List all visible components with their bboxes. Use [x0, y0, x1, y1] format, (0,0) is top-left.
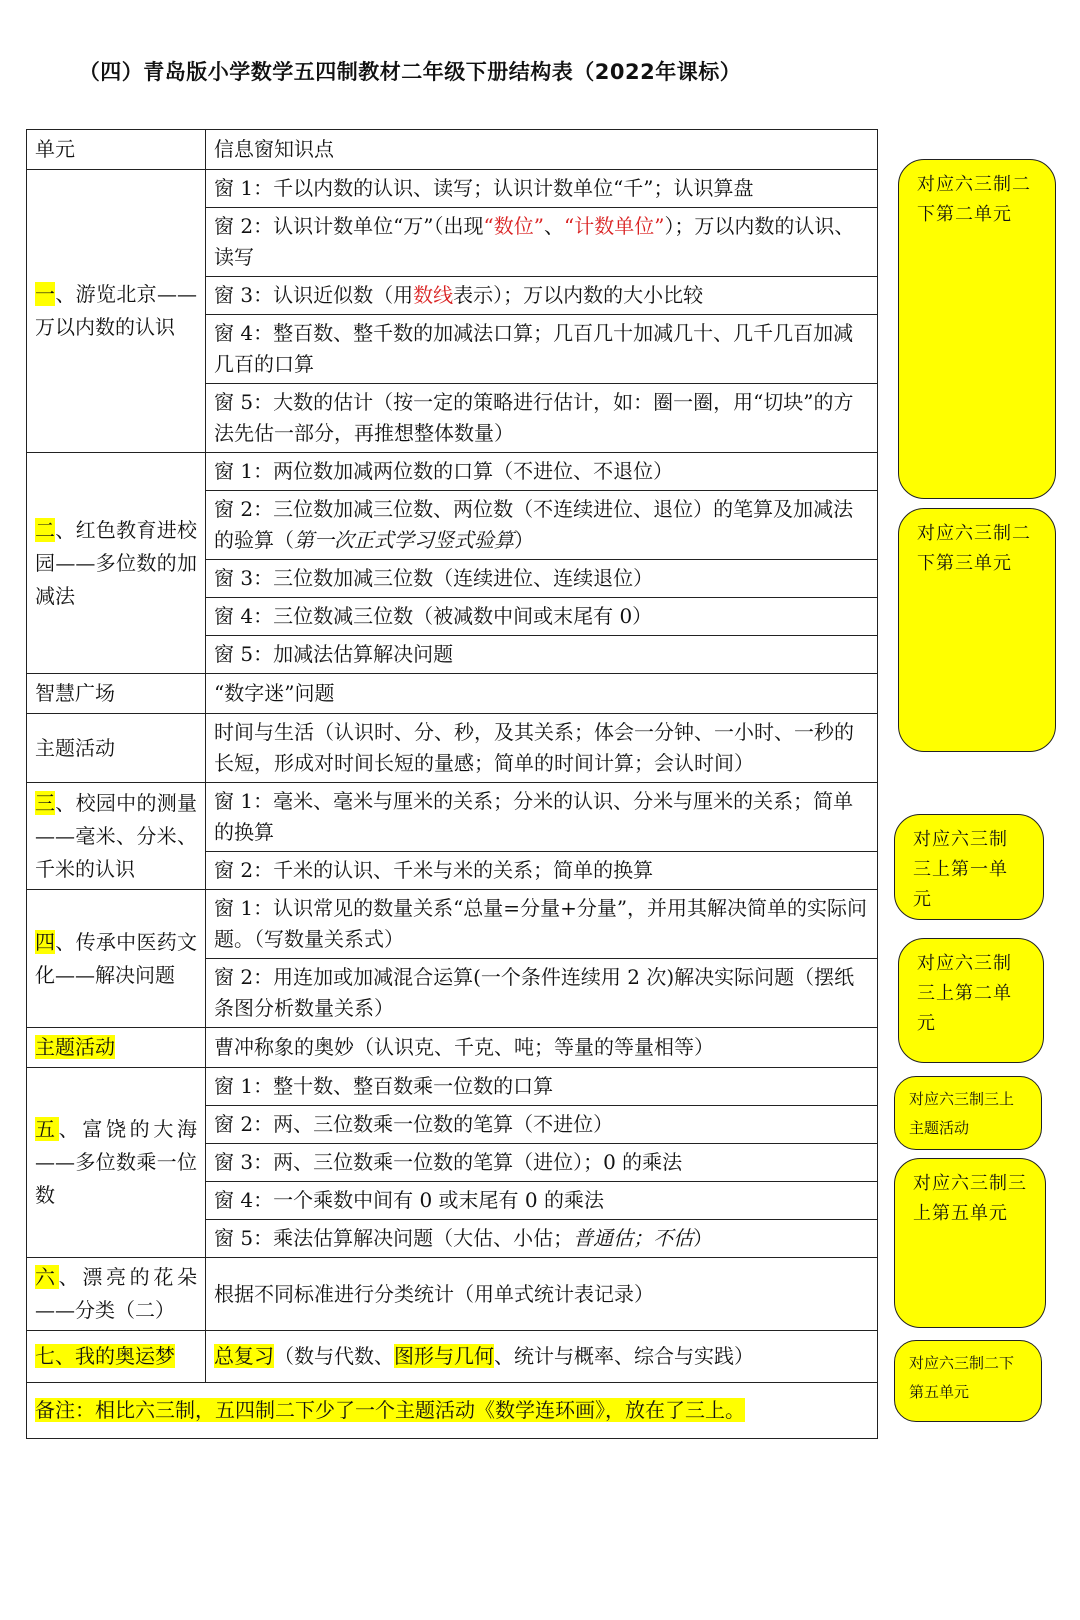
header-unit: 单元 — [27, 130, 206, 170]
table-row — [27, 783, 878, 852]
unit-4-num: 四 — [35, 929, 56, 954]
mapping-box-4: 对应六三制三上第二单元 — [898, 938, 1044, 1063]
unit-4-cell — [27, 890, 206, 1028]
w2-red-counting-unit: “计数单位” — [563, 214, 665, 238]
u2w2-text-c: ） — [514, 528, 534, 552]
unit-3-name: 、校园中的测量——毫米、分米、千米的认识 — [35, 790, 198, 881]
u7-text-4: 、统计与概率、综合与实践） — [494, 1344, 754, 1368]
page-title: （四）青岛版小学数学五四制教材二年级下册结构表（2022年课标） — [78, 60, 742, 84]
unit-6-num: 六 — [35, 1265, 59, 1289]
table-row — [27, 674, 878, 714]
u7-text-2: （数与代数、 — [274, 1344, 394, 1368]
unit-5-num: 五 — [35, 1117, 59, 1141]
unit-4-name: 、传承中医药文化——解决问题 — [35, 929, 198, 987]
unit-2-window-2 — [206, 491, 878, 560]
unit-3-window-2: 窗 2：千米的认识、千米与米的关系；简单的换算 — [206, 852, 878, 890]
unit-6-cell — [27, 1258, 206, 1331]
unit-3-cell — [27, 783, 206, 890]
unit-1-window-2 — [206, 208, 878, 277]
unit-2-window-4: 窗 4：三位数减三位数（被减数中间或末尾有 0） — [206, 598, 878, 636]
unit-5-window-5 — [206, 1220, 878, 1258]
mapping-box-1: 对应六三制二下第二单元 — [898, 159, 1056, 499]
unit-6-text: 根据不同标准进行分类统计（用单式统计表记录） — [206, 1258, 878, 1331]
table-row — [27, 1068, 878, 1106]
unit-5-name: 、富饶的大海——多位数乘一位数 — [35, 1117, 198, 1207]
theme-2-text: 曹冲称象的奥妙（认识克、千克、吨；等量的等量相等） — [206, 1028, 878, 1068]
note-row — [27, 1383, 878, 1439]
unit-1-window-3 — [206, 277, 878, 315]
mapping-box-7: 对应六三制二下第五单元 — [894, 1340, 1042, 1422]
unit-1-num: 一 — [35, 282, 56, 306]
wisdom-text: “数字迷”问题 — [206, 674, 878, 714]
table-row — [27, 170, 878, 208]
u2w2-text-a: 窗 2：三位数加减三位数、两位数（不连续进位、退位）的笔算及加减法的验算（ — [214, 497, 854, 552]
u7-geometry: 图形与几何 — [394, 1344, 494, 1368]
table-row — [27, 453, 878, 491]
unit-4-window-2: 窗 2：用连加或加减混合运算(一个条件连续用 2 次)解决实际问题（摆纸条图分析数量关系） — [206, 959, 878, 1028]
unit-1-cell — [27, 170, 206, 453]
w2-text-c: 、 — [543, 214, 564, 238]
wisdom-name: 智慧广场 — [27, 674, 206, 714]
u5w5-text-a: 窗 5：乘法估算解决问题（大估、小估； — [214, 1226, 574, 1250]
unit-7-text — [206, 1331, 878, 1383]
unit-2-window-5: 窗 5：加减法估算解决问题 — [206, 636, 878, 674]
unit-4-window-1: 窗 1：认识常见的数量关系“总量=分量+分量”，并用其解决简单的实际问题。（写数量关系式） — [206, 890, 878, 959]
theme-1-text: 时间与生活（认识时、分、秒，及其关系；体会一分钟、一小时、一秒的长短，形成对时间长短的量感；简单的时间计算；会认时间） — [206, 714, 878, 783]
theme-2-name: 主题活动 — [35, 1035, 115, 1059]
unit-5-window-4: 窗 4：一个乘数中间有 0 或末尾有 0 的乘法 — [206, 1182, 878, 1220]
unit-1-window-1: 窗 1：千以内数的认识、读写；认识计数单位“千”；认识算盘 — [206, 170, 878, 208]
table-row — [27, 1028, 878, 1068]
mapping-box-3: 对应六三制三上第一单元 — [894, 814, 1044, 920]
unit-2-window-3: 窗 3：三位数加减三位数（连续进位、连续退位） — [206, 560, 878, 598]
unit-5-window-2: 窗 2：两、三位数乘一位数的笔算（不进位） — [206, 1106, 878, 1144]
table-row — [27, 714, 878, 783]
unit-3-num: 三 — [35, 790, 56, 815]
note-text: 备注：相比六三制，五四制二下少了一个主题活动《数学连环画》，放在了三上。 — [35, 1398, 745, 1422]
unit-2-cell — [27, 453, 206, 674]
w2-red-digit-place: “数位” — [483, 214, 544, 238]
unit-2-window-1: 窗 1：两位数加减两位数的口算（不进位、不退位） — [206, 453, 878, 491]
u7-review: 总复习 — [214, 1344, 274, 1368]
w3-red-number-line: 数线 — [413, 283, 454, 307]
theme-2-cell — [27, 1028, 206, 1068]
unit-1-window-5: 窗 5：大数的估计（按一定的策略进行估计，如：圈一圈，用“切块”的方法先估一部分，再推想整体数量） — [206, 384, 878, 453]
unit-2-num: 二 — [35, 517, 56, 542]
unit-5-window-1: 窗 1：整十数、整百数乘一位数的口算 — [206, 1068, 878, 1106]
unit-5-window-3: 窗 3：两、三位数乘一位数的笔算（进位）；0 的乘法 — [206, 1144, 878, 1182]
unit-5-cell — [27, 1068, 206, 1258]
theme-1-name: 主题活动 — [27, 714, 206, 783]
w3-text-c: 表示）；万以内数的大小比较 — [453, 283, 704, 307]
unit-6-name: 、漂亮的花朵——分类（二） — [35, 1265, 198, 1322]
unit-1-name: 、游览北京——万以内数的认识 — [35, 282, 198, 339]
unit-7-cell — [27, 1331, 206, 1383]
mapping-box-6: 对应六三制三上第五单元 — [894, 1158, 1046, 1328]
table-row — [27, 1258, 878, 1331]
mapping-box-5: 对应六三制三上主题活动 — [894, 1076, 1042, 1150]
unit-3-window-1: 窗 1：毫米、毫米与厘米的关系；分米的认识、分米与厘米的关系；简单的换算 — [206, 783, 878, 852]
table-row — [27, 1331, 878, 1383]
structure-table — [26, 129, 878, 1439]
w3-text-a: 窗 3：认识近似数（用 — [214, 283, 414, 307]
unit-1-window-4: 窗 4：整百数、整千数的加减法口算；几百几十加减几十、几千几百加减几百的口算 — [206, 315, 878, 384]
w2-text-a: 窗 2：认识计数单位“万”（出现 — [214, 214, 484, 238]
mapping-box-2: 对应六三制二下第三单元 — [898, 508, 1056, 752]
header-points: 信息窗知识点 — [206, 130, 878, 170]
table-header-row — [27, 130, 878, 170]
u5w5-text-c: ） — [693, 1226, 714, 1250]
unit-2-name: 、红色教育进校园——多位数的加减法 — [35, 517, 198, 608]
unit-7-name: 七、我的奥运梦 — [35, 1344, 175, 1368]
u2w2-italic: 第一次正式学习竖式验算 — [294, 528, 514, 552]
u5w5-italic: 普通估；不估 — [573, 1226, 694, 1250]
note-cell — [27, 1383, 878, 1439]
table-row — [27, 890, 878, 959]
w2-text-e: ）；万以内数的认识、读写 — [214, 214, 855, 269]
